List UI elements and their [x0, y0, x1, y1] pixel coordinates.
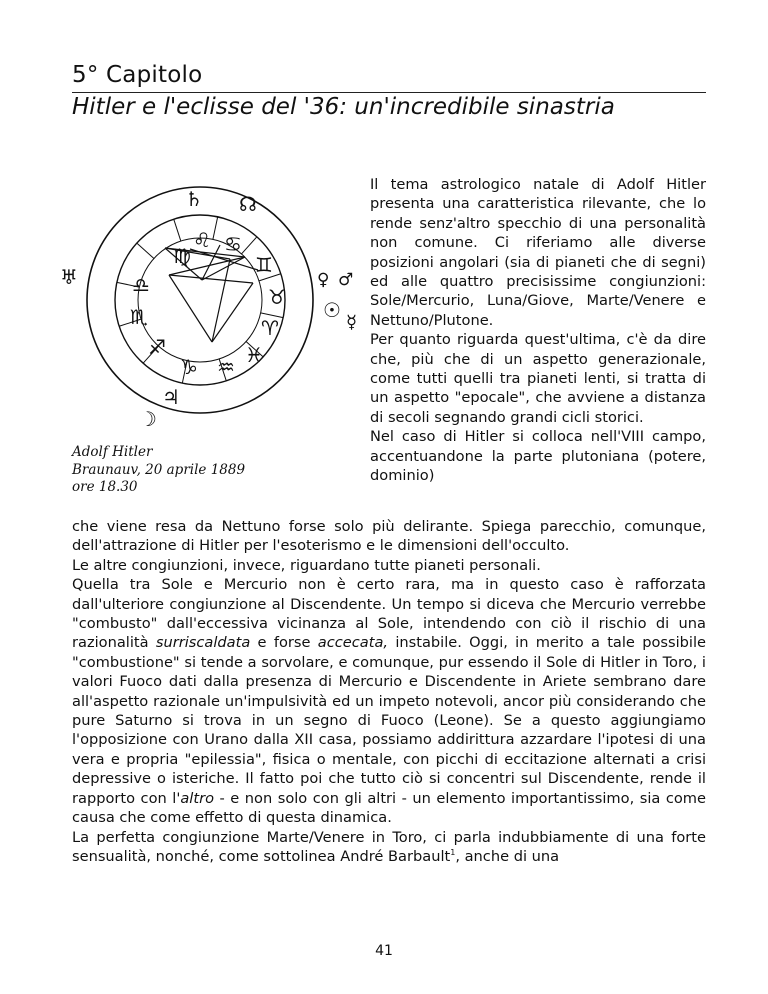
- sign-divider: [213, 217, 218, 239]
- paragraph: Per quanto riguarda quest'ultima, c'è da dire che, più che di un aspetto generazionale, come tutti quelli tra pianeti lenti, si tratta di un aspetto "epocale", che avviene a distanza di secoli segnando grandi cicli storici.: [370, 331, 706, 426]
- north-node-glyph: ☊: [239, 192, 257, 216]
- paragraph: Il tema astrologico natale di Adolf Hitler presenta una caratteristica rilevante, che lo rende senz'altro specchio di una personalità non comune. Ci riferiamo alle diverse posizioni angolari (sia di pianeti che di segni) ed alle quattro precisissime congiunzioni: Sole/Mercurio, Luna/Giove, Marte/Venere e Nettuno/Plutone.: [370, 176, 706, 329]
- saturn-glyph: ♄: [185, 187, 203, 211]
- sign-divider: [241, 237, 256, 254]
- paragraph: [72, 828, 706, 867]
- italic-term: accecata,: [317, 634, 389, 652]
- mercury-glyph: ☿: [346, 312, 358, 333]
- chapter-subtitle: Hitler e l'eclisse del '36: un'incredibile sinastria: [72, 94, 615, 120]
- libra-glyph: ♎: [132, 273, 150, 297]
- paragraph: [72, 575, 706, 827]
- text-run: e forse: [250, 634, 318, 652]
- caption-time: ore 18.30: [72, 479, 138, 495]
- natal-chart: [52, 182, 370, 452]
- text-run: La perfetta congiunzione Marte/Venere in Toro, ci parla indubbiamente di una forte sensualità, nonché, come sottolinea André Barbault: [72, 828, 706, 865]
- paragraph: che viene resa da Nettuno forse solo più delirante. Spiega parecchio, comunque, dell'attrazione di Hitler per l'esoterismo e le dimensioni dell'occulto.: [72, 518, 706, 555]
- text-run: instabile. Oggi, in merito a tale possibile "combustione" si tende a sorvolare, e comunque, pur essendo il Sole di Hitler in Toro, i valori Fuoco dati dalla presenza di Mercurio e Discendente in Ariete sembrano dare all'aspetto razionale un'impulsività ed un impeto notevoli, ancor più considerando che pure Saturno si trova in un segno di Fuoco (Leone). Se a questo aggiungiamo l'opposizione con Urano dalla XII casa, possiamo addirittura azzardare l'ipotesi di una vera e propria "epilessia", fisica o mentale, con picchi di eccitazione alternati a crisi depressive o isteriche. Il fatto poi che tutto ciò si concentri sul Discendente, rende il rapporto con l': [72, 634, 706, 807]
- italic-term: altro: [180, 789, 214, 807]
- text-run: Quella tra Sole e Mercurio non è certo rara, ma in questo caso è rafforzata dall'ulteriore congiunzione al Discendente. Un tempo si diceva che Mercurio verrebbe "combusto" dall'eccessiva vicinanza al Sole, intendendo con ciò il rischio di una razionalità: [72, 576, 706, 652]
- title-rule: [72, 92, 706, 93]
- venus-glyph: ♀: [317, 270, 330, 290]
- footnote-ref[interactable]: 1: [450, 848, 456, 858]
- sun-glyph: ☉: [323, 298, 341, 322]
- mars-glyph: ♂: [338, 270, 354, 290]
- moon-glyph: ☽: [139, 407, 157, 431]
- aries-glyph: ♈: [261, 316, 279, 340]
- text-run: , anche di una: [455, 847, 560, 865]
- body-text: [72, 517, 706, 866]
- sign-divider: [137, 243, 154, 258]
- leo-glyph: ♌: [193, 228, 211, 252]
- uranus-glyph: ♅: [60, 265, 78, 289]
- page-number: 41: [375, 943, 393, 959]
- capricorn-glyph: ♑: [180, 355, 198, 379]
- caption-place-date: Braunauv, 20 aprile 1889: [72, 461, 246, 478]
- text-run: - e non solo con gli altri - un elemento importantissimo, sia come causa che come effetto di questa dinamica.: [72, 789, 706, 827]
- caption-name: Adolf Hitler: [72, 444, 153, 460]
- jupiter-glyph: ♃: [162, 385, 180, 409]
- paragraph: Le altre congiunzioni, invece, riguardano tutte pianeti personali.: [72, 556, 541, 574]
- virgo-glyph: ♍: [173, 244, 191, 268]
- scorpio-glyph: ♏: [130, 305, 148, 329]
- pisces-glyph: ♓: [245, 343, 263, 367]
- chart-caption: [72, 444, 245, 497]
- sign-divider: [174, 219, 181, 241]
- sagittarius-glyph: ♐: [148, 335, 166, 359]
- paragraph: Nel caso di Hitler si colloca nell'VIII campo, accentuandone la parte plutoniana (potere, dominio): [370, 428, 706, 485]
- cancer-glyph: ♋: [224, 232, 242, 256]
- chapter-title: 5° Capitolo: [72, 62, 203, 88]
- italic-term: surriscaldata: [155, 634, 251, 652]
- taurus-glyph: ♉: [268, 285, 286, 309]
- aquarius-glyph: ♒: [217, 355, 235, 379]
- right-column: [370, 175, 706, 486]
- gemini-glyph: ♊: [255, 253, 273, 277]
